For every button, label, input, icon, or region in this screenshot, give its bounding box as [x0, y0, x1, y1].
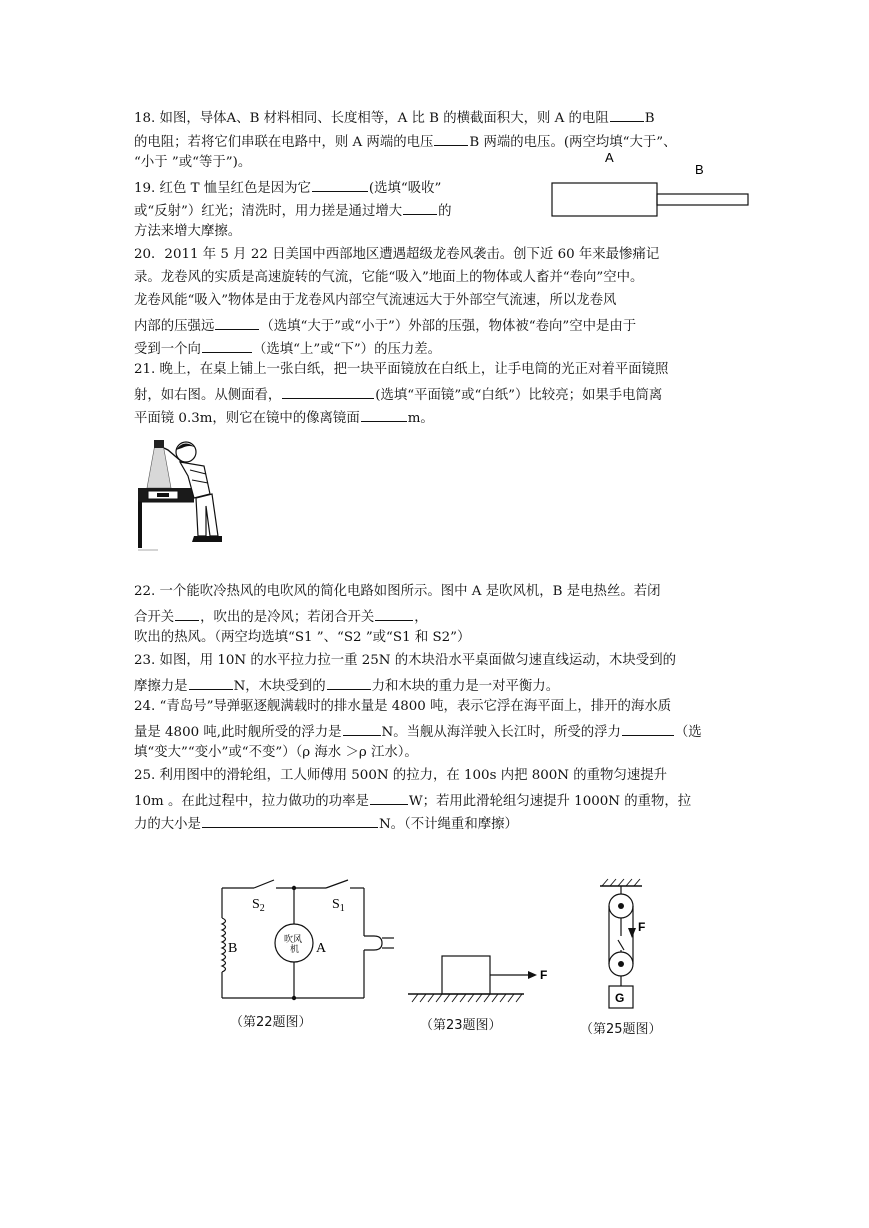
label-a: A — [605, 150, 614, 165]
q24-blank-2[interactable] — [622, 722, 674, 736]
surface-hatching — [412, 994, 522, 1002]
conductor-a — [552, 183, 657, 216]
q19-blank-2[interactable] — [403, 201, 437, 215]
q24-line-3: 填“变大”“变小”或“不变”）（ρ 海水 ＞ρ 江水）。 — [134, 745, 418, 760]
q20-line-2: 录。龙卷风的实质是高速旋转的气流，它能“吸入”地面上的物体或人畜并“卷向”空中。 — [134, 270, 644, 285]
pulley-diagram-25 — [592, 876, 672, 1018]
q18-line-1: 18. 如图，导体A、B 材料相同、长度相等，A 比 B 的横截面积大，则 A 的电阻 B — [134, 108, 655, 127]
q22-blank-2[interactable] — [375, 607, 413, 621]
heating-coil — [222, 918, 226, 972]
junction-dot-top — [292, 886, 296, 890]
boy-shoes — [192, 536, 222, 542]
q19-line-2: 或“反射”）红光；清洗时，用力搓是通过增大 的 — [134, 201, 452, 220]
q25-blank-1[interactable] — [370, 791, 408, 805]
mirror — [157, 493, 169, 497]
boy-legs — [196, 494, 218, 536]
q20-blank-2[interactable] — [202, 339, 252, 353]
q21-line-1: 21. 晚上，在桌上铺上一张白纸，把一块平面镜放在白纸上，让手电筒的光正对着平面镜照 — [134, 362, 669, 377]
circuit-diagram-22 — [206, 878, 416, 1006]
q22-line-1: 22. 一个能吹冷热风的电吹风的简化电路如图所示。图中 A 是吹风机，B 是电热丝。若闭 — [134, 584, 661, 599]
flashlight-mirror-illustration — [138, 436, 238, 554]
table-leg — [138, 502, 142, 548]
q24-blank-1[interactable] — [343, 722, 381, 736]
weight-label: G — [615, 991, 625, 1005]
motor-label-a: A — [316, 941, 327, 956]
switch-s1-label: $S_1$ — [332, 897, 345, 914]
q24-line-2: 量是 4800 吨,此时舰所受的浮力是 N。当舰从海洋驶入长江时，所受的浮力 （选 — [134, 722, 702, 741]
q18-line-2: 的电阻；若将它们串联在电路中，则 A 两端的电压 B 两端的电压。(两空均填“大于”、 — [134, 132, 676, 151]
q22-blank-1[interactable] — [175, 607, 199, 621]
figure-25-caption: （第25题图） — [580, 1022, 662, 1037]
conductor-b — [657, 194, 748, 205]
coil-label-b: B — [228, 941, 238, 956]
q18-blank-1[interactable] — [610, 108, 644, 122]
figure-22-caption: （第22题图） — [230, 1015, 312, 1030]
q21-blank-1[interactable] — [282, 385, 374, 399]
junction-dot-bottom — [292, 996, 296, 1000]
q22-line-2: 合开关 ，吹出的是冷风；若闭合开关 ， — [134, 607, 428, 626]
q23-blank-1[interactable] — [189, 676, 233, 690]
q19-line-3: 方法来增大摩擦。 — [134, 224, 242, 239]
light-beam — [147, 444, 171, 488]
q25-line-3: 力的大小是 N。（不计绳重和摩擦） — [134, 814, 518, 833]
q19-blank-1[interactable] — [312, 178, 368, 192]
ceiling-hatching — [602, 879, 640, 886]
q19-line-1: 19. 红色 T 恤呈红色是因为它 (选填“吸收” — [134, 178, 441, 197]
motor-text-2: 机 — [290, 945, 300, 955]
force-label: F — [540, 968, 548, 982]
motor-text-1: 吹风 — [284, 935, 303, 945]
q23-blank-2[interactable] — [327, 676, 371, 690]
fixed-pulley-axle — [618, 903, 624, 909]
switch-s2 — [254, 880, 274, 888]
q20-line-3: 龙卷风能“吸入”物体是由于龙卷风内部空气流速远大于外部空气流速，所以龙卷风 — [134, 293, 617, 308]
rope-mid-2 — [618, 940, 624, 950]
force-label: F — [638, 920, 646, 934]
q23-line-1: 23. 如图，用 10N 的水平拉力拉一重 25N 的木块沿水平桌面做匀速直线运动，木块受到的 — [134, 653, 676, 668]
q20-line-4: 内部的压强远 （选填“大于”或“小于”）外部的压强，物体被“卷向”空中是由于 — [134, 316, 636, 335]
q25-line-2: 10m 。在此过程中，拉力做功的功率是 W；若用此滑轮组匀速提升 1000N 的重物，拉 — [134, 791, 691, 810]
q21-line-3: 平面镜 0.3m，则它在镜中的像离镜面 m。 — [134, 408, 434, 427]
force-arrow-icon — [528, 971, 537, 979]
q25-blank-2[interactable] — [202, 814, 378, 828]
q18-line-3: “小于 ”或“等于”)。 — [134, 155, 252, 170]
flashlight-icon — [154, 440, 164, 448]
q18-blank-2[interactable] — [434, 132, 468, 146]
movable-pulley-axle — [618, 961, 624, 967]
q24-line-1: 24. “青岛号”导弹驱逐舰满载时的排水量是 4800 吨，表示它浮在海平面上，排开的海水质 — [134, 699, 672, 714]
label-b: B — [695, 162, 704, 177]
q21-blank-2[interactable] — [361, 408, 407, 422]
wood-block — [442, 956, 490, 994]
figure-23-caption: （第23题图） — [420, 1018, 502, 1033]
q21-line-2: 射，如右图。从侧面看， (选填“平面镜”或“白纸”）比较亮；如果手电筒离 — [134, 385, 662, 404]
switch-s2-label: $S_2$ — [252, 897, 265, 914]
switch-s1 — [326, 880, 348, 888]
conductor-figure — [545, 148, 755, 222]
force-arrow-icon — [628, 928, 636, 938]
q20-line-5: 受到一个向 （选填“上”或“下”）的压力差。 — [134, 339, 441, 358]
q20-line-1: 20．2011 年 5 月 22 日美国中西部地区遭遇超级龙卷风袭击。创下近 60 年来最惨痛记 — [134, 247, 660, 262]
plug-icon — [364, 936, 382, 950]
q23-line-2: 摩擦力是 N，木块受到的 力和木块的重力是一对平衡力。 — [134, 676, 559, 695]
q20-blank-1[interactable] — [215, 316, 259, 330]
block-diagram-23 — [404, 950, 564, 1018]
q22-line-3: 吹出的热风。（两空均选填“S1 ”、“S2 ”或“S1 和 S2”） — [134, 630, 471, 645]
q25-line-1: 25. 利用图中的滑轮组，工人师傅用 500N 的拉力，在 100s 内把 800N 的重物匀速提升 — [134, 768, 668, 783]
